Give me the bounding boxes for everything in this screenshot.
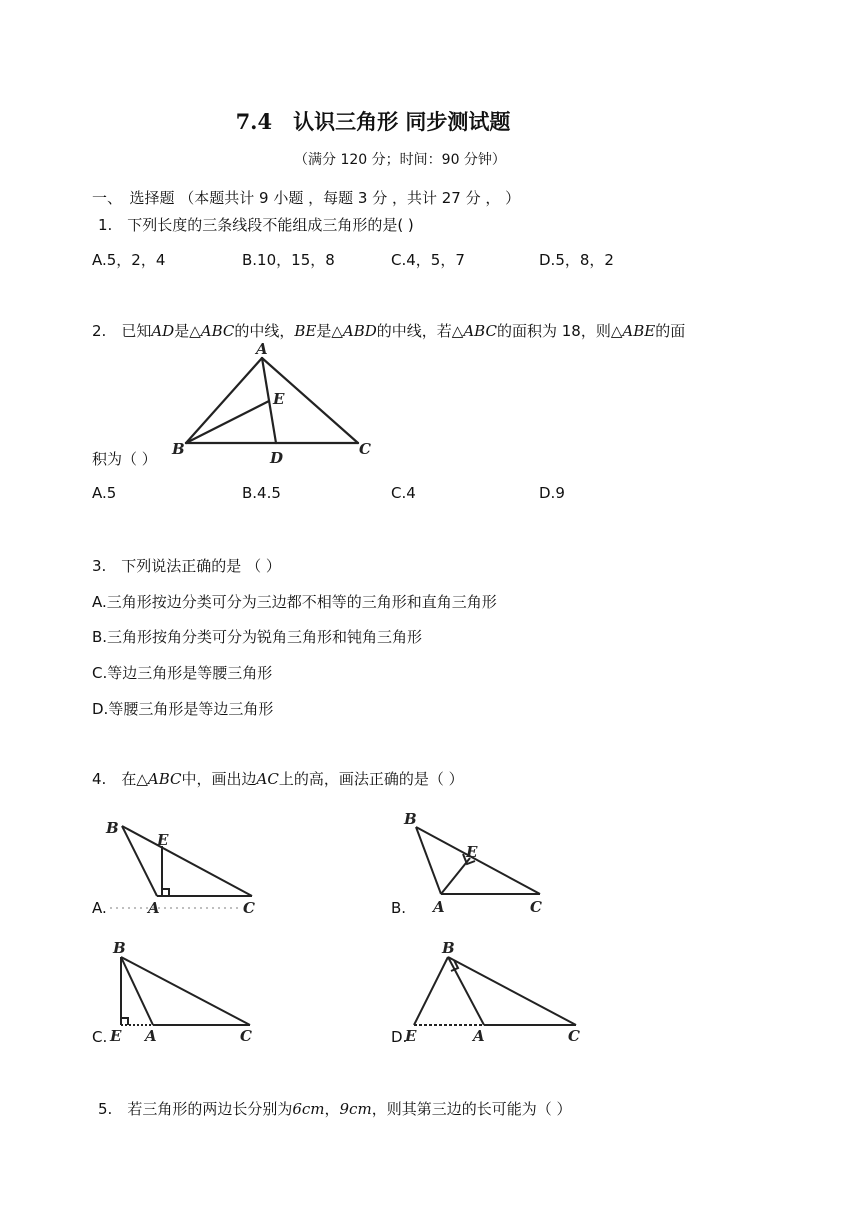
math-9cm: 9cm <box>339 1100 372 1118</box>
label-b: B <box>172 440 185 458</box>
math-abc: ABC <box>200 322 235 340</box>
label-e: E <box>405 1027 417 1045</box>
question-5-stem <box>98 1098 571 1119</box>
question-1-option-c: C.4，5，7 <box>391 251 465 269</box>
label-c: C <box>568 1027 580 1045</box>
label-b: B <box>442 939 455 957</box>
stem-text: 在△ <box>106 770 148 788</box>
label-b: B <box>106 819 119 837</box>
label-c: C <box>530 898 542 916</box>
label-e: E <box>273 390 285 408</box>
question-1-option-b: B.10，15，8 <box>242 251 335 269</box>
math-abc: ABC <box>147 770 182 788</box>
label-c: C <box>359 440 371 458</box>
question-4-option-c: C. <box>92 1028 108 1046</box>
label-e: E <box>110 1027 122 1045</box>
label-c: C <box>243 899 255 917</box>
question-4-number: 4. <box>92 770 107 788</box>
label-a: A <box>256 340 268 358</box>
question-1-option-d: D.5，8，2 <box>539 251 614 269</box>
math-abd: ABD <box>342 322 377 340</box>
stem-text: 是△ <box>316 322 343 340</box>
question-2-option-b: B.4.5 <box>242 484 281 502</box>
document-title: 7.4 认识三角形 同步测试题 <box>235 109 511 134</box>
stem-text: 的面 <box>655 322 686 340</box>
question-2-stem-end: 积为（ ） <box>92 450 157 468</box>
stem-text: 上的高，画法正确的是（ ） <box>278 770 464 788</box>
question-2-number: 2. <box>92 322 107 340</box>
question-4-option-a: A. <box>92 899 107 917</box>
math-abc: ABC <box>463 322 497 340</box>
question-2-triangle-figure <box>160 338 390 470</box>
question-5-number: 5. <box>98 1100 113 1118</box>
question-2-option-c: C.4 <box>391 484 416 502</box>
question-4-figure-b <box>400 805 560 917</box>
stem-text: 已知 <box>106 322 152 340</box>
question-3-option-a: A.三角形按边分类可分为三边都不相等的三角形和直角三角形 <box>92 593 497 611</box>
question-4-figure-d <box>400 935 590 1050</box>
label-e: E <box>157 831 169 849</box>
document-subtitle: （满分 120 分；时间：90 分钟） <box>294 152 506 168</box>
math-ac: AC <box>256 770 279 788</box>
question-3-option-d: D.等腰三角形是等边三角形 <box>92 700 274 718</box>
math-be: BE <box>294 322 317 340</box>
stem-text: 是△ <box>174 322 201 340</box>
label-a: A <box>433 898 445 916</box>
question-4-option-d: D. <box>391 1028 408 1046</box>
stem-text: 的中线， <box>234 322 295 340</box>
question-4-figure-c <box>105 935 265 1050</box>
label-a: A <box>473 1027 485 1045</box>
stem-text: ，则其第三边的长可能为（ ） <box>371 1100 572 1118</box>
question-2-option-d: D.9 <box>539 484 565 502</box>
question-1-stem: 1. 下列长度的三条线段不能组成三角形的是( ) <box>98 216 414 234</box>
question-3-stem: 3. 下列说法正确的是 （ ） <box>92 557 281 575</box>
math-ad: AD <box>151 322 175 340</box>
question-4-figure-a <box>100 814 265 919</box>
math-abe: ABE <box>622 322 656 340</box>
label-b: B <box>113 939 126 957</box>
label-a: A <box>148 899 160 917</box>
label-d: D <box>270 449 284 467</box>
section-heading: 一、 选择题 （本题共计 9 小题 ，每题 3 分 ，共计 27 分 ， ） <box>92 189 521 207</box>
stem-text: 中，画出边 <box>181 770 257 788</box>
stem-text: ， <box>324 1100 340 1118</box>
question-3-option-b: B.三角形按角分类可分为锐角三角形和钝角三角形 <box>92 628 423 646</box>
question-4-option-b: B. <box>391 899 407 917</box>
question-1-option-a: A.5，2，4 <box>92 251 166 269</box>
question-3-option-c: C.等边三角形是等腰三角形 <box>92 664 273 682</box>
math-6cm: 6cm <box>292 1100 325 1118</box>
label-a: A <box>145 1027 157 1045</box>
label-b: B <box>404 810 417 828</box>
question-2-option-a: A.5 <box>92 484 117 502</box>
question-4-stem <box>92 768 464 789</box>
stem-text: 的面积为 18，则△ <box>496 322 623 340</box>
stem-text: 若三角形的两边长分别为 <box>112 1100 293 1118</box>
label-c: C <box>240 1027 252 1045</box>
label-e: E <box>466 843 478 861</box>
stem-text: 的中线，若△ <box>376 322 464 340</box>
